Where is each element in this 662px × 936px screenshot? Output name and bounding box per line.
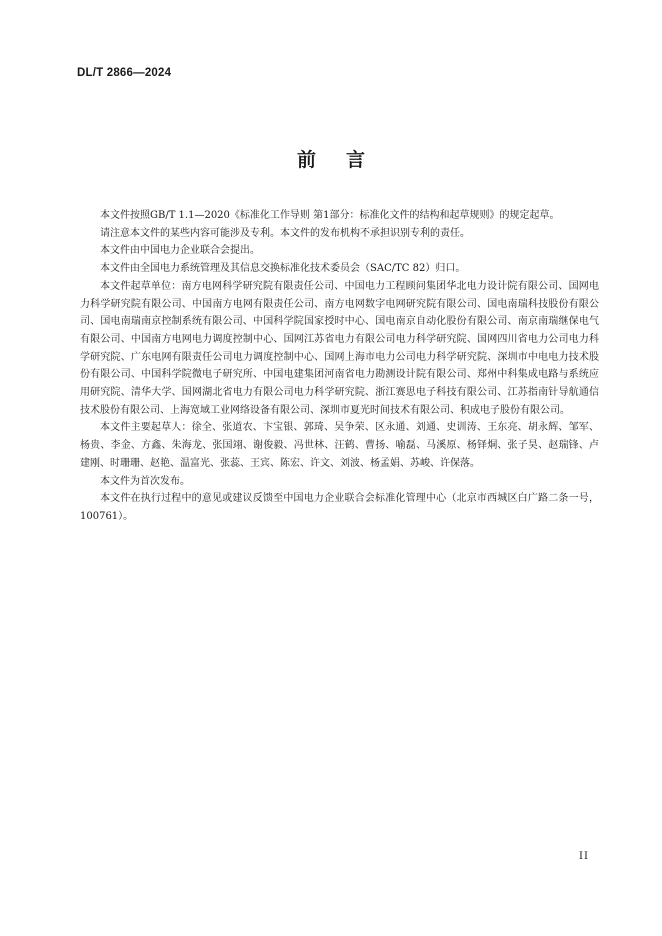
paragraph-drafting-units: 本文件起草单位：南方电网科学研究院有限责任公司、中国电力工程顾问集团华北电力设计院有限公司、国网电力科学研究院有限公司、中国南方电网有限责任公司、南方电网数字电网研究院有限公司、国电南瑞科技股份有限公司、国电南瑞南京控制系统有限公司、中国科学院国家授时中心、国电南京自动化股份有限公司、南京南瑞继保电气有限公司、中国南方电网电力调度控制中心、国网江苏省电力有限公司电力科学研究院、国网四川省电力公司电力科学研究院、广东电网有限责任公司电力调度控制中心、国网上海市电力公司电力科学研究院、深圳市中电电力技术股份有限公司、中国科学院微电子研究所、中国电建集团河南省电力勘测设计院有限公司、郑州中科集成电路与系统应用研究院、清华大学、国网湖北省电力有限公司电力科学研究院、浙江赛思电子科技有限公司、江苏指南针导航通信技术股份有限公司、上海宽域工业网络设备有限公司、深圳市夏光时间技术有限公司、积成电子股份有限公司。 — [80, 280, 599, 416]
paragraph-committee: 本文件由全国电力系统管理及其信息交换标准化技术委员会（SAC/TC 82）归口。 — [100, 263, 466, 275]
paragraph-first-release: 本文件为首次发布。 — [100, 475, 190, 487]
paragraph-feedback: 本文件在执行过程中的意见或建议反馈至中国电力企业联合会标准化管理中心（北京市西城区白广路二条一号，100761）。 — [80, 493, 599, 522]
document-code: DL/T 2866—2024 — [77, 67, 172, 79]
paragraph-drafting-rules: 本文件按照GB/T 1.1—2020《标准化工作导则 第1部分：标准化文件的结构和起草规则》的规定起草。 — [100, 210, 560, 221]
page-title: 前言 — [296, 149, 395, 171]
paragraph-proposer: 本文件由中国电力企业联合会提出。 — [100, 245, 260, 257]
paragraph-patent-notice: 请注意本文件的某些内容可能涉及专利。本文件的发布机构不承担识别专利的责任。 — [100, 227, 470, 239]
paragraph-drafters: 本文件主要起草人：徐全、张道农、卞宝银、郭琦、吴争荣、区永通、刘通、史训涛、王东亮、胡永辉、邹军、杨贵、李金、方鑫、朱海龙、张国翊、谢俊毅、冯世林、汪鹤、曹扬、喻磊、马溪原、杨铎烔、张子昊、赵瑞锋、卢建刚、时珊珊、赵艳、温富光、张蕊、王宾、陈宏、许文、刘波、杨孟娟、苏峻、许保落。 — [80, 422, 599, 469]
page-number: II — [579, 851, 589, 862]
document-body — [80, 207, 599, 526]
